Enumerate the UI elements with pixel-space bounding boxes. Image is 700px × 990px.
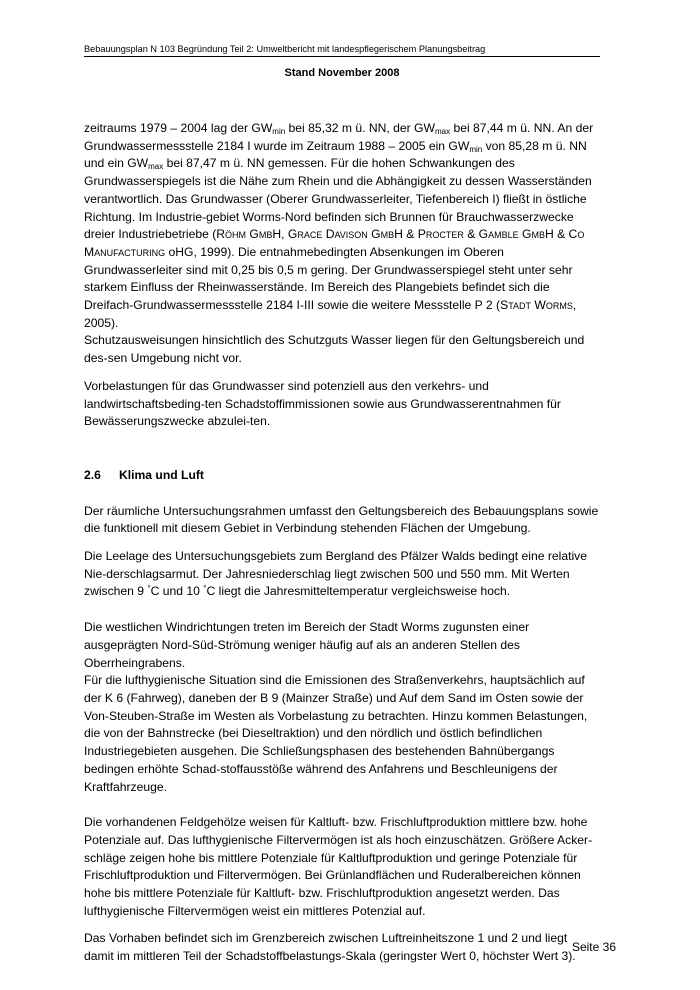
paragraph-air-hygiene: Für die lufthygienische Situation sind die Emissionen des Straßenverkehrs, hauptsächlich auf der K 6 (Fahrweg), daneben der B 9 (Mainzer Straße) und Auf dem Sand im Osten sowie der Von-Steuben-Straße im Westen als Vorbelastung zu betrachten. Hinzu kommen Belastungen, die von der Bahnstrecke (bei Dieseltraktion) und den nördlich und östlich befindlichen Industriegebieten ausgehen. Die Schließungsphasen des bestehenden Bahnübergangs bedingen erhöhte Schad-stoffausstöße während des Anfahrens und Beschleunigens der Kraftfahrzeuge. [84, 673, 588, 794]
running-header: Bebauungsplan N 103 Begründung Teil 2: Umweltbericht mit landespflegerischem Planungsbeitrag [84, 43, 600, 57]
paragraph-vegetation-potential: Die vorhandenen Feldgehölze weisen für Kaltluft- bzw. Frischluftproduktion mittlere bzw. hohe Potenziale auf. Das lufthygienische Filtervermögen ist als hoch einzuschätzen. Größere Acker-schläge zeigen hohe bis mittlere Potenziale für Kaltluftproduktion und geringe Potenziale für Frischluftproduktion und Filtervermögen. Bei Grünlandflächen und Ruderalbereichen können hohe bis mittlere Potenziale für Kaltluft- bzw. Frischluftproduktion angesetzt werden. Das lufthygienische Filtervermögen weist ein mittleres Potenzial auf. [84, 815, 593, 918]
paragraph-wind: Die westlichen Windrichtungen treten im Bereich der Stadt Worms zugunsten einer ausgeprägten Nord-Süd-Strömung weniger häufig auf als an anderen Stellen des Oberrheingrabens. [84, 620, 530, 670]
section-number: 2.6 [84, 467, 101, 482]
page-number: Seite 36 [571, 940, 616, 954]
document-date: Stand November 2008 [284, 67, 400, 79]
paragraph-protection-zones: Schutzausweisungen hinsichtlich des Schutzguts Wasser liegen für den Geltungsbereich und des-sen Umgebung nicht vor. [84, 333, 585, 366]
section-heading [84, 467, 600, 485]
paragraph-climate: Die Leelage des Untersuchungsgebiets zum Bergland des Pfälzer Walds bedingt eine relative Nie-derschlagsarmut. Der Jahresniederschlag liegt zwischen 500 und 550 mm. Mit Werten zwischen 9 °C und 10 °C liegt die Jahresmitteltemperatur vergleichsweise hoch. [84, 549, 588, 599]
paragraph-study-area: Der räumliche Untersuchungsrahmen umfasst den Geltungsbereich des Bebauungsplans sowie die funktionell mit diesem Gebiet in Verbindung stehenden Flächen der Umgebung. [84, 503, 599, 536]
page-body [84, 120, 600, 966]
paragraph-groundwater-preloads: Vorbelastungen für das Grundwasser sind potenziell aus den verkehrs- und landwirtschaftsbeding-ten Schadstoffimmissionen sowie aus Grundwasserentnahmen für Bewässerungszwecke abzulei-ten. [84, 378, 561, 429]
paragraph-groundwater-levels: zeitraums 1979 – 2004 lag der $GW_{min}$ bei 85,32 m ü. NN, der $GW_{max}$ bei 87,44 m ü. NN. An der Grundwassermessstelle 2184 I wurde im Zeitraum 1988 – 2005 ein $GW_{min}$ von 85,28 m ü. NN und ein $GW_{max}$ bei 87,47 m ü. NN gemessen. Für die hohen Schwankungen des Grundwasserspiegels ist die Nähe zum Rhein und die Abhängigkeit zu dessen Wasserständen verantwortlich. Das Grundwasser (Oberer Grundwasserleiter, Tiefenbereich I) fließt in östliche Richtung. Im Industrie-gebiet Worms-Nord befinden sich Brunnen für Brauchwasserzwecke dreier Industriebetriebe (Röhm GmbH, Grace Davison GmbH & Procter & Gamble GmbH & Co Manufacturing oHG, 1999). Die entnahmebedingten Absenkungen im Oberen Grundwasserleiter sind mit 0,25 bis 0,5 m gering. Der Grundwasserspiegel steht unter sehr starkem Einfluss der Rheinwasserstände. Im Bereich des Plangebiets befindet sich die Dreifach-Grundwassermessstelle 2184 I-III sowie die weitere Messstelle P 2 (Stadt Worms, 2005). [84, 121, 594, 330]
section-title: Klima und Luft [119, 467, 204, 482]
paragraph-air-quality-zone: Das Vorhaben befindet sich im Grenzbereich zwischen Luftreinheitszone 1 und 2 und liegt damit im mittleren Teil der Schadstoffbelastungs-Skala (geringster Wert 0, höchster Wert 3). [84, 931, 576, 964]
citation-stadt-worms: Stadt Worms [500, 298, 573, 313]
citation-companies: Röhm GmbH, Grace Davison GmbH & Procter & Gamble GmbH & Co Manufacturing [84, 227, 585, 259]
